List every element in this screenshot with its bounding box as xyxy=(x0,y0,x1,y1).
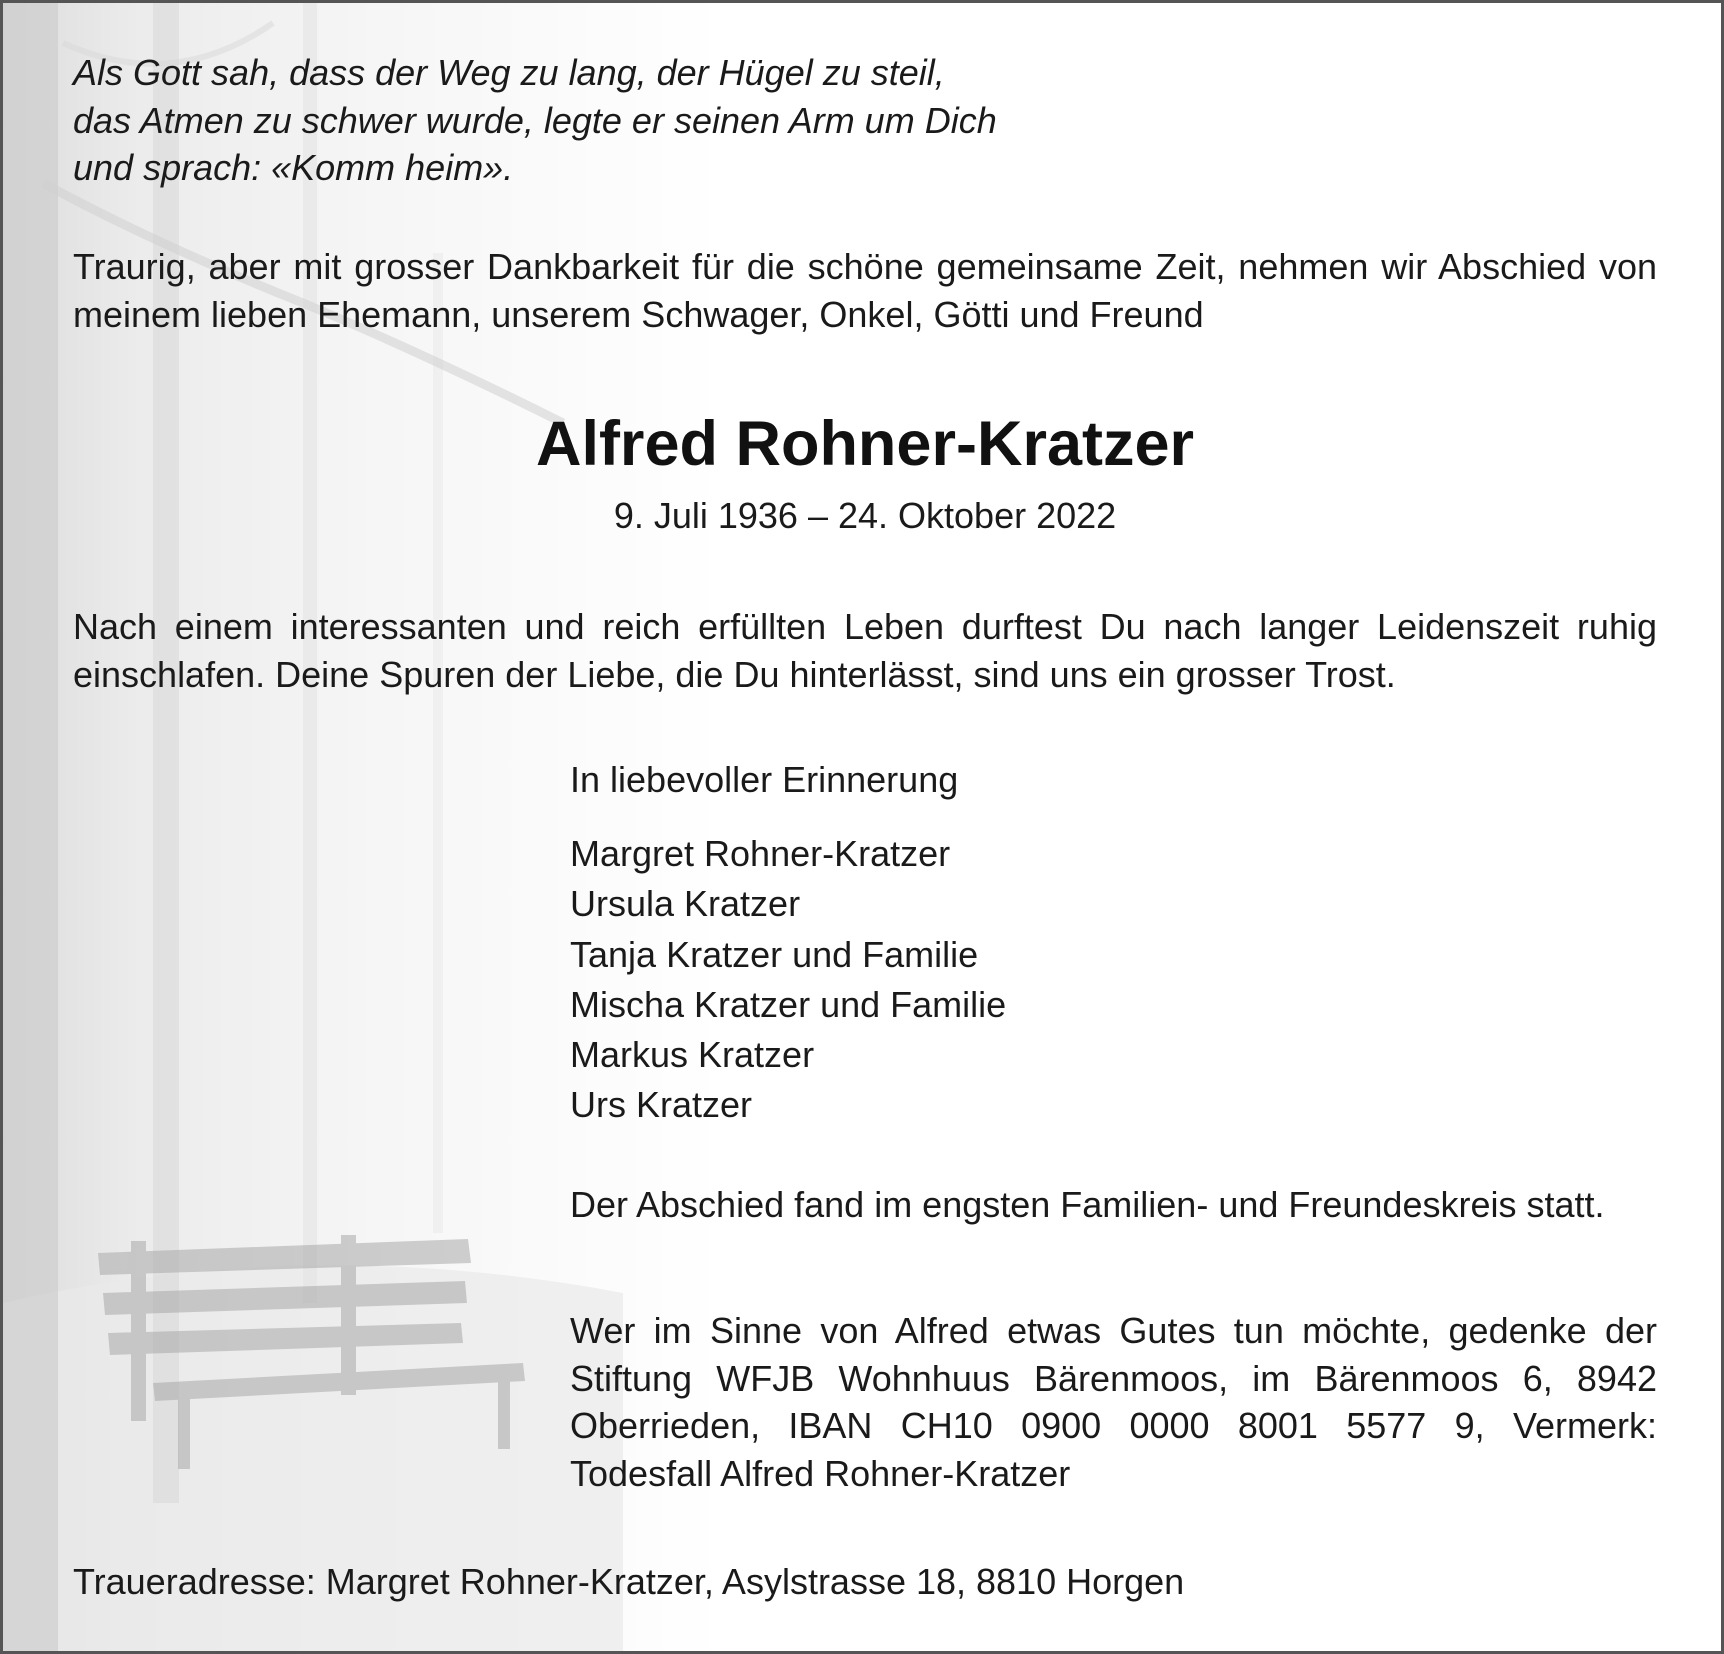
mourner-name: Tanja Kratzer und Familie xyxy=(570,933,979,975)
mourner-name: Urs Kratzer xyxy=(570,1084,753,1126)
mourner-name: Mischa Kratzer und Familie xyxy=(570,983,1007,1025)
farewell-note: Der Abschied fand im engsten Familien- und Freundeskreis statt. xyxy=(570,1184,1605,1225)
donation-note: Wer im Sinne von Alfred etwas Gutes tun möchte, gedenke der Stiftung WFJB Wohnhuus Bärenmoos, im Bärenmoos 6, 8942 Oberrieden, IBAN CH10 0900 0000 8001 5577 9, Vermerk: Todesfall Alfred Rohner-Kratzer xyxy=(570,1310,1657,1494)
quote-line: Als Gott sah, dass der Weg zu lang, der Hügel zu steil, xyxy=(73,52,945,93)
poem-quote xyxy=(73,49,1173,192)
mourner-name: Margret Rohner-Kratzer xyxy=(570,833,951,874)
mourners-list xyxy=(570,829,1660,1131)
closing-phrase: In liebevoller Erinnerung xyxy=(570,759,959,800)
quote-line: und sprach: «Komm heim». xyxy=(73,147,514,188)
deceased-name: Alfred Rohner-Kratzer xyxy=(535,409,1195,479)
quote-line: das Atmen zu schwer wurde, legte er seinen Arm um Dich xyxy=(73,99,997,141)
tribute-paragraph: Nach einem interessanten und reich erfüllten Leben durftest Du nach langer Leidenszeit ruhig einschlafen. Deine Spuren der Liebe, die Du hinterlässt, sind uns ein grosser Trost. xyxy=(73,606,1657,695)
intro-text: Traurig, aber mit grosser Dankbarkeit für die schöne gemeinsame Zeit, nehmen wir Abschied von meinem lieben Ehemann, unserem Schwager, Onkel, Götti und Freund xyxy=(73,246,1657,335)
mourner-name: Markus Kratzer xyxy=(570,1034,815,1076)
mourning-address: Traueradresse: Margret Rohner-Kratzer, Asylstrasse 18, 8810 Horgen xyxy=(73,1561,1185,1602)
life-dates: 9. Juli 1936 – 24. Oktober 2022 xyxy=(613,495,1117,536)
mourner-name: Ursula Kratzer xyxy=(570,883,801,925)
